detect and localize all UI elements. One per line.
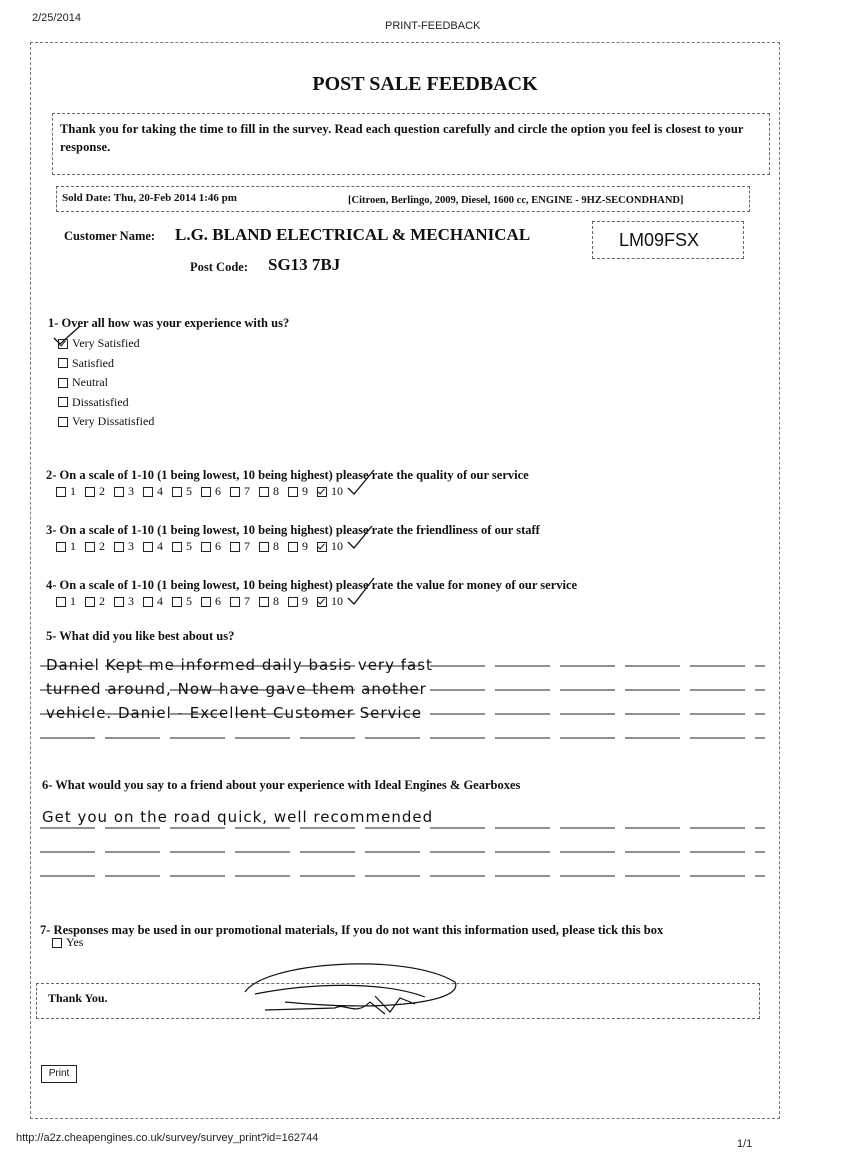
q4-option-7[interactable]: 7 xyxy=(230,594,250,609)
handwritten-ticks xyxy=(340,468,400,618)
checkbox-icon[interactable] xyxy=(230,597,240,607)
registration-box xyxy=(592,221,744,259)
q4-option-4[interactable]: 4 xyxy=(143,594,163,609)
q1-option[interactable]: Very Dissatisfied xyxy=(58,412,154,432)
q4-option-3[interactable]: 3 xyxy=(114,594,134,609)
q5-text: 5- What did you like best about us? xyxy=(46,629,235,643)
q2-option-1[interactable]: 1 xyxy=(56,484,76,499)
sold-date: Sold Date: Thu, 20-Feb 2014 1:46 pm xyxy=(62,192,237,204)
checkbox-icon[interactable] xyxy=(114,542,124,552)
checkbox-icon[interactable] xyxy=(58,417,68,427)
checkbox-icon[interactable] xyxy=(114,487,124,497)
checkbox-checked-icon[interactable] xyxy=(317,597,327,607)
checkbox-icon[interactable] xyxy=(288,487,298,497)
print-date: 2/25/2014 xyxy=(32,12,81,24)
q4-option-8[interactable]: 8 xyxy=(259,594,279,609)
checkbox-icon[interactable] xyxy=(172,542,182,552)
footer-url: http://a2z.cheapengines.co.uk/survey/survey_print?id=162744 xyxy=(16,1132,319,1144)
checkbox-icon[interactable] xyxy=(288,597,298,607)
checkbox-icon[interactable] xyxy=(201,487,211,497)
q3-option-8[interactable]: 8 xyxy=(259,539,279,554)
q1-option[interactable]: Dissatisfied xyxy=(58,393,154,413)
checkbox-icon[interactable] xyxy=(201,542,211,552)
checkbox-icon[interactable] xyxy=(52,938,62,948)
q2-option-9[interactable]: 9 xyxy=(288,484,308,499)
checkbox-icon[interactable] xyxy=(56,487,66,497)
checkbox-icon[interactable] xyxy=(143,487,153,497)
q1-option[interactable]: Satisfied xyxy=(58,354,154,374)
q3-scale xyxy=(56,539,352,554)
q1-option[interactable]: Neutral xyxy=(58,373,154,393)
q5-answer-line: vehicle. Daniel - Excellent Customer Service xyxy=(46,704,423,722)
q4-option-10[interactable]: 10 xyxy=(317,594,343,609)
checkbox-icon[interactable] xyxy=(85,597,95,607)
checkbox-icon[interactable] xyxy=(56,597,66,607)
footer-page-number: 1/1 xyxy=(737,1138,753,1150)
checkbox-icon[interactable] xyxy=(58,378,68,388)
form-title: POST SALE FEEDBACK xyxy=(312,73,538,95)
q3-option-1[interactable]: 1 xyxy=(56,539,76,554)
checkbox-icon[interactable] xyxy=(230,487,240,497)
q3-text: 3- On a scale of 1-10 (1 being lowest, 10 being highest) please rate the friendliness of our staff xyxy=(46,523,540,537)
q2-option-3[interactable]: 3 xyxy=(114,484,134,499)
checkbox-icon[interactable] xyxy=(58,358,68,368)
checkbox-icon[interactable] xyxy=(230,542,240,552)
q6-text: 6- What would you say to a friend about your experience with Ideal Engines & Gearboxes xyxy=(42,778,521,792)
q2-text: 2- On a scale of 1-10 (1 being lowest, 10 being highest) please rate the quality of our service xyxy=(46,468,529,482)
q2-option-7[interactable]: 7 xyxy=(230,484,250,499)
q7-text: 7- Responses may be used in our promotional materials, If you do not want this information used, please tick this box xyxy=(40,923,664,937)
q2-option-2[interactable]: 2 xyxy=(85,484,105,499)
q3-option-7[interactable]: 7 xyxy=(230,539,250,554)
q4-option-2[interactable]: 2 xyxy=(85,594,105,609)
q5-answer-line: Daniel Kept me informed daily basis very fast xyxy=(46,656,433,674)
checkbox-icon[interactable] xyxy=(85,487,95,497)
intro-text: Thank you for taking the time to fill in the survey. Read each question carefully and circle the option you feel is closest to your response. xyxy=(60,122,744,154)
checkbox-icon[interactable] xyxy=(172,597,182,607)
q4-text: 4- On a scale of 1-10 (1 being lowest, 10 being highest) please rate the value for money of our service xyxy=(46,578,578,592)
q3-option-3[interactable]: 3 xyxy=(114,539,134,554)
q1-text: 1- Over all how was your experience with us? xyxy=(48,316,290,330)
q3-option-10[interactable]: 10 xyxy=(317,539,343,554)
q4-option-6[interactable]: 6 xyxy=(201,594,221,609)
checkbox-icon[interactable] xyxy=(56,542,66,552)
q2-option-8[interactable]: 8 xyxy=(259,484,279,499)
checkbox-icon[interactable] xyxy=(85,542,95,552)
q4-option-1[interactable]: 1 xyxy=(56,594,76,609)
q4-option-9[interactable]: 9 xyxy=(288,594,308,609)
customer-name-label: Customer Name: xyxy=(64,229,156,243)
q3-option-6[interactable]: 6 xyxy=(201,539,221,554)
q4-option-5[interactable]: 5 xyxy=(172,594,192,609)
thank-you-text: Thank You. xyxy=(48,991,108,1005)
checkbox-icon[interactable] xyxy=(143,542,153,552)
q5-answer-line: turned around, Now have gave them another xyxy=(46,680,427,698)
checkbox-icon[interactable] xyxy=(259,487,269,497)
checkbox-icon[interactable] xyxy=(114,597,124,607)
checkbox-icon[interactable] xyxy=(58,397,68,407)
postcode-label: Post Code: xyxy=(190,260,248,274)
signature xyxy=(225,952,475,1027)
q2-option-10[interactable]: 10 xyxy=(317,484,343,499)
q6-answer-line: Get you on the road quick, well recommended xyxy=(42,808,434,826)
vehicle-details: [Citroen, Berlingo, 2009, Diesel, 1600 cc, ENGINE - 9HZ-SECONDHAND] xyxy=(348,195,684,206)
checkbox-icon[interactable] xyxy=(143,597,153,607)
checkbox-icon[interactable] xyxy=(201,597,211,607)
q3-option-4[interactable]: 4 xyxy=(143,539,163,554)
q1-handwritten-tick xyxy=(50,322,90,352)
registration-value: LM09FSX xyxy=(619,230,700,250)
checkbox-checked-icon[interactable] xyxy=(317,487,327,497)
q4-scale xyxy=(56,594,352,609)
q2-option-4[interactable]: 4 xyxy=(143,484,163,499)
q2-option-6[interactable]: 6 xyxy=(201,484,221,499)
checkbox-icon[interactable] xyxy=(288,542,298,552)
checkbox-checked-icon[interactable] xyxy=(317,542,327,552)
q3-option-9[interactable]: 9 xyxy=(288,539,308,554)
print-header-title: PRINT-FEEDBACK xyxy=(385,20,481,32)
checkbox-icon[interactable] xyxy=(172,487,182,497)
q7-option[interactable]: Yes xyxy=(52,935,83,950)
q3-option-2[interactable]: 2 xyxy=(85,539,105,554)
q1-option[interactable]: Very Satisfied xyxy=(58,334,154,354)
customer-name-value: L.G. BLAND ELECTRICAL & MECHANICAL xyxy=(175,225,531,244)
postcode-value: SG13 7BJ xyxy=(268,255,341,274)
q2-option-5[interactable]: 5 xyxy=(172,484,192,499)
checkbox-icon[interactable] xyxy=(259,542,269,552)
q3-option-5[interactable]: 5 xyxy=(172,539,192,554)
print-button[interactable]: Print xyxy=(41,1065,77,1083)
q2-scale xyxy=(56,484,352,499)
checkbox-icon[interactable] xyxy=(259,597,269,607)
